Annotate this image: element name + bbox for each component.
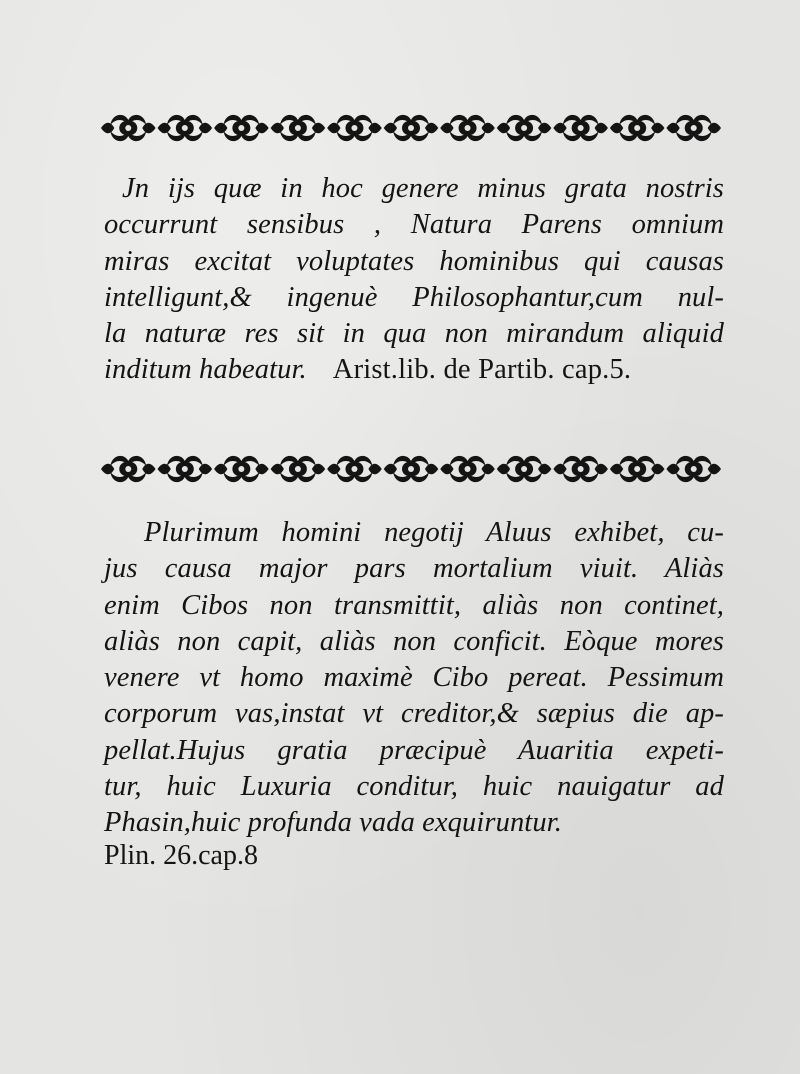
fleuron-icon [553,115,608,141]
aristotle-passage [104,171,724,389]
passage-line: miras excitat voluptates hominibus qui causas [104,245,724,277]
passage-line: Phasin,huic profunda vada exquiruntur. [104,807,562,839]
fleuron-icon [158,115,213,141]
fleuron-ornament-band-middle [100,452,722,486]
passage-line: jus causa major pars mortalium viuit. Aliàs [104,553,724,585]
fleuron-icon [497,456,552,482]
aristotle-citation: Arist.lib. de Partib. cap.5. [332,354,632,386]
fleuron-icon [271,456,326,482]
fleuron-icon [271,115,326,141]
fleuron-icon [497,115,552,141]
fleuron-icon [666,115,721,141]
passage-line: tur, huic Luxuria conditur, huic nauigatur ad [104,771,724,803]
fleuron-icon [327,456,382,482]
passage-line: venere vt homo maximè Cibo pereat. Pessimum [104,662,724,694]
fleuron-ornament-band-top [100,111,722,145]
passage-line: Jn ijs quæ in hoc genere minus grata nostris [122,173,724,204]
passage-line: aliàs non capit, aliàs non conficit. Eòque mores [104,625,724,657]
passage-line: corporum vas,instat vt creditor,& sæpius die ap- [104,698,724,730]
fleuron-icon [158,456,213,482]
fleuron-icon [384,115,439,141]
pliny-citation: Plin. 26.cap.8 [104,840,258,871]
fleuron-icon [101,456,156,482]
fleuron-icon [327,115,382,141]
fleuron-icon [440,115,495,141]
fleuron-icon [666,456,721,482]
pliny-passage [104,515,724,842]
passage-line: la naturæ res sit in qua non mirandum aliquid [104,318,724,350]
fleuron-icon [610,456,665,482]
fleuron-icon [101,115,156,141]
passage-line-end: inditum habeatur. [104,354,307,386]
passage-last-line [104,352,724,388]
passage-line: enim Cibos non transmittit, aliàs non continet, [104,589,724,621]
passage-line: intelligunt,& ingenuè Philosophantur,cum nul- [104,281,724,313]
fleuron-icon [214,115,269,141]
fleuron-icon [384,456,439,482]
passage-line: Plurimum homini negotij Aluus exhibet, cu- [144,517,724,548]
fleuron-icon [610,115,665,141]
passage-line: occurrunt sensibus , Natura Parens omnium [104,209,724,241]
passage-line: pellat.Hujus gratia præcipuè Auaritia expeti- [104,734,724,766]
fleuron-icon [214,456,269,482]
fleuron-icon [553,456,608,482]
fleuron-icon [440,456,495,482]
